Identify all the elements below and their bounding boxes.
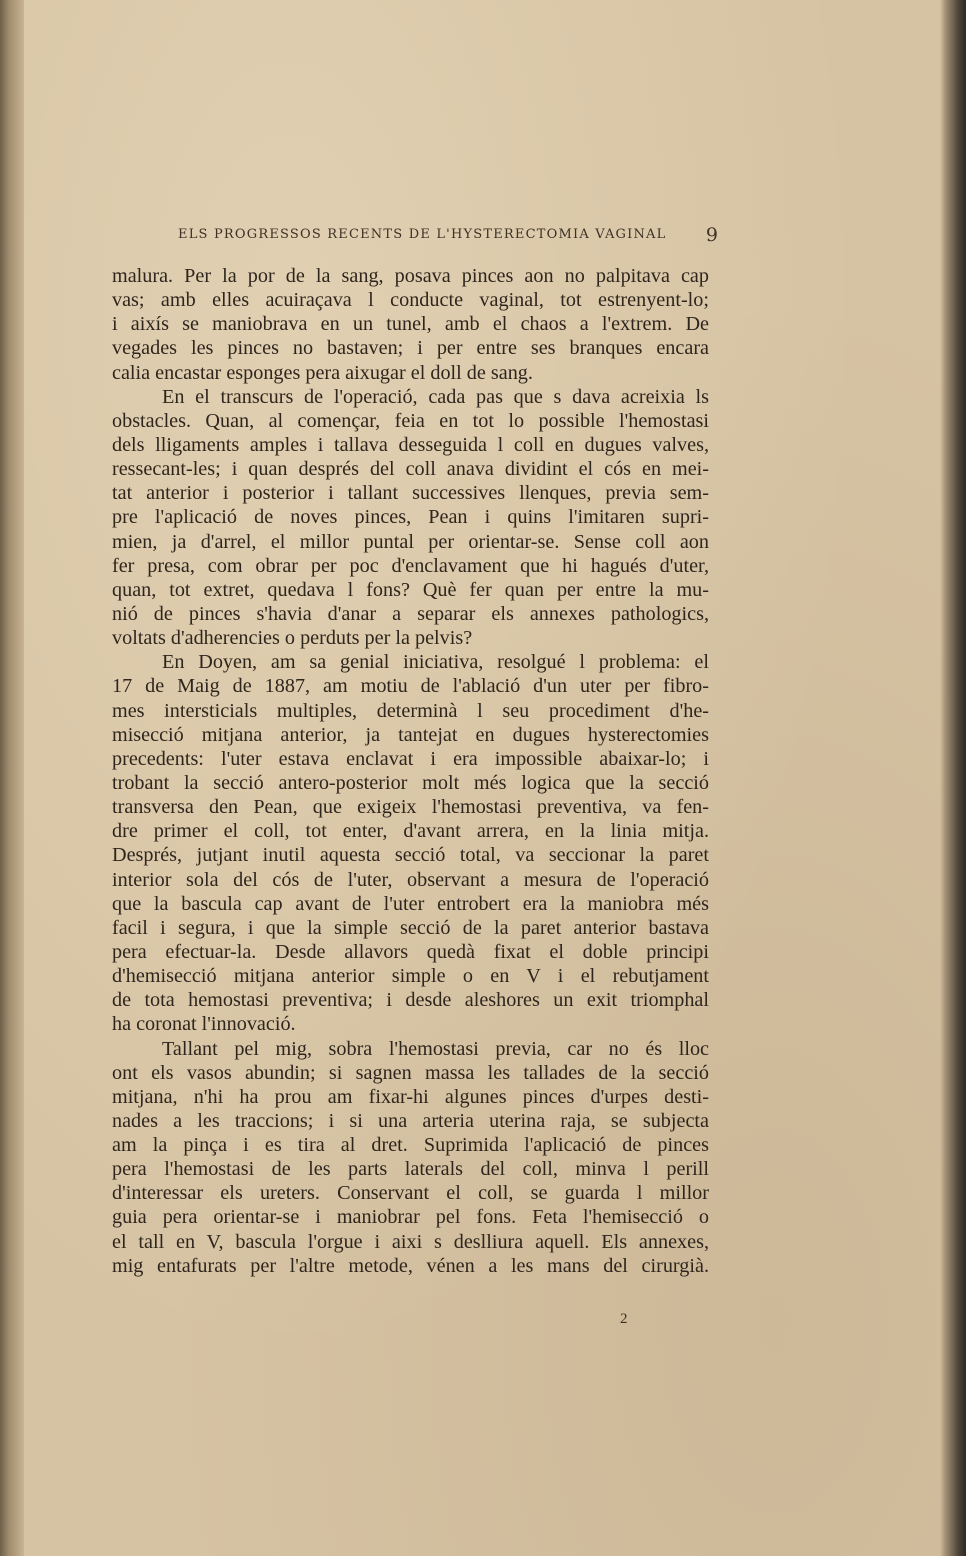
text-line: voltats d'adherencies o perduts per la pelvis? — [112, 627, 473, 650]
text-line: misecció mitjana anterior, ja tantejat en dugues hysterectomies — [112, 723, 709, 746]
text-line: mig entafurats per l'altre metode, vénen a les mans del cirurgià. — [112, 1254, 709, 1277]
text-line: i aixís se maniobrava en un tunel, amb el chaos a l'extrem. De — [112, 313, 709, 336]
text-line: precedents: l'uter estava enclavat i era impossible abaixar-lo; i — [112, 747, 709, 770]
text-line: Després, jutjant inutil aquesta secció total, va seccionar la paret — [112, 844, 709, 867]
text-line: facil i segura, i que la simple secció de la paret anterior bastava — [112, 916, 709, 939]
text-line: malura. Per la por de la sang, posava pinces aon no palpitava cap — [112, 265, 709, 287]
binding-edge — [0, 0, 24, 1556]
text-line: d'hemisecció mitjana anterior simple o en V i el rebutjament — [112, 965, 709, 988]
signature-mark: 2 — [620, 1311, 628, 1327]
text-line: ressecant-les; i quan després del coll anava dividint el cós en mei- — [112, 458, 709, 481]
text-line: tat anterior i posterior i tallant successives llenques, previa sem- — [112, 482, 709, 505]
text-line: dels lligaments amples i tallava desseguida l coll en dugues valves, — [112, 433, 709, 456]
text-line: 17 de Maig de 1887, am motiu de l'ablació d'un uter per fibro- — [112, 675, 709, 698]
text-line: am la pinça i es tira al dret. Suprimida l'aplicació de pinces — [112, 1134, 709, 1157]
running-head-title: ELS PROGRESSOS RECENTS DE L'HYSTERECTOMIA VAGINAL — [178, 227, 667, 242]
text-line: En el transcurs de l'operació, cada pas que s dava acreixia ls — [162, 385, 709, 408]
text-line: vas; amb elles acuiraçava l conducte vaginal, tot estrenyent-lo; — [112, 289, 709, 312]
text-line: quan, tot extret, quedava l fons? Què fer quan per entre la mu- — [112, 578, 709, 601]
text-line: Tallant pel mig, sobra l'hemostasi previa, car no és lloc — [162, 1037, 709, 1060]
text-line: calia encastar esponges pera aixugar el doll de sang. — [112, 361, 533, 384]
text-line: trobant la secció antero-posterior molt més logica que la secció — [112, 771, 709, 794]
text-line: obstacles. Quan, al començar, feia en tot lo possible l'hemostasi — [112, 409, 709, 432]
text-line: mitjana, n'hi ha prou am fixar-hi algunes pinces d'urpes desti- — [112, 1085, 709, 1108]
text-line: que la bascula cap avant de l'uter entrobert era la maniobra més — [112, 892, 709, 915]
text-line: ont els vasos abundin; si sagnen massa les tallades de la secció — [112, 1061, 709, 1084]
text-line: pera efectuar-la. Desde allavors quedà fixat el doble principi — [112, 940, 709, 963]
text-line: ha coronat l'innovació. — [112, 1013, 296, 1036]
text-line: interior sola del cós de l'uter, observant a mesura de l'operació — [112, 868, 709, 891]
text-line: mien, ja d'arrel, el millor puntal per orientar-se. Sense coll aon — [112, 530, 709, 553]
page-number: 9 — [705, 224, 718, 246]
text-line: nades a les traccions; i si una arteria uterina raja, se subjecta — [112, 1109, 709, 1132]
text-line: el tall en V, bascula l'orgue i aixi s deslliura aquell. Els annexes, — [112, 1230, 709, 1253]
text-line: mes intersticials multiples, determinà l seu procediment d'he- — [112, 699, 709, 722]
text-line: fer presa, com obrar per poc d'enclavament que hi hagués d'uter, — [112, 554, 709, 577]
text-line: pera l'hemostasi de les parts laterals del coll, minva l perill — [112, 1158, 709, 1181]
text-line: de tota hemostasi preventiva; i desde aleshores un exit triomphal — [112, 989, 709, 1012]
page-edge-shadow — [940, 0, 966, 1556]
text-line: guia pera orientar-se i maniobrar pel fons. Feta l'hemisecció o — [112, 1206, 709, 1229]
text-line: dre primer el coll, tot enter, d'avant arrera, en la linia mitja. — [112, 820, 709, 843]
text-line: pre l'aplicació de noves pinces, Pean i quins l'imitaren supri- — [112, 506, 709, 529]
text-line: d'interessar els ureters. Conservant el coll, se guarda l millor — [112, 1182, 709, 1205]
text-line: En Doyen, am sa genial iniciativa, resolgué l problema: el — [162, 651, 709, 674]
text-line: transversa den Pean, que exigeix l'hemostasi preventiva, va fen- — [112, 796, 709, 819]
text-line: vegades les pinces no bastaven; i per entre ses branques encara — [112, 337, 709, 360]
running-head — [178, 224, 718, 248]
text-line: nió de pinces s'havia d'anar a separar els annexes pathologics, — [112, 602, 709, 625]
body-text — [112, 264, 709, 1278]
